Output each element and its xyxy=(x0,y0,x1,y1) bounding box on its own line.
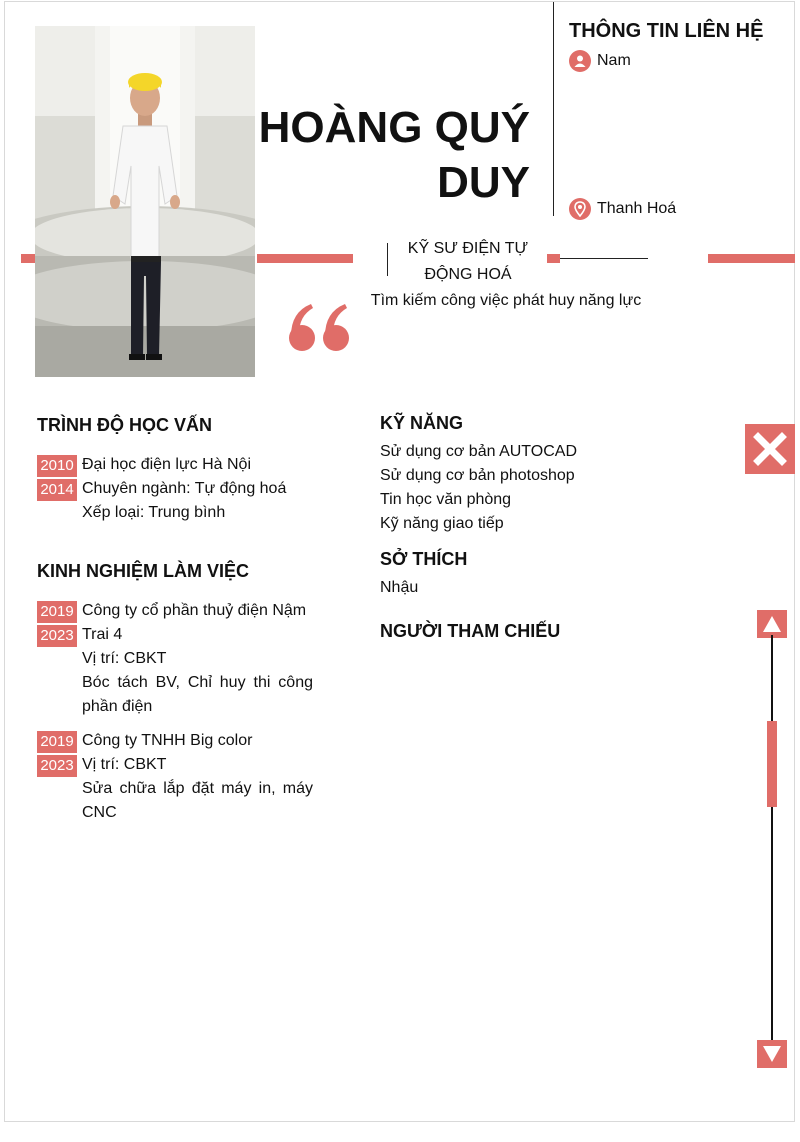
experience-company-cont: Trai 4 xyxy=(82,626,123,643)
references-title: NGƯỜI THAM CHIẾU xyxy=(380,621,561,641)
experience-year-start: 2019 xyxy=(37,601,77,623)
hobby-item: Nhậu xyxy=(380,579,419,596)
experience-description: Bóc tách BV, Chỉ huy thi công xyxy=(82,674,313,691)
contact-divider xyxy=(553,2,554,216)
experience-year-end: 2023 xyxy=(37,625,77,647)
triangle-up-icon xyxy=(762,615,782,633)
education-grade: Xếp loại: Trung bình xyxy=(82,504,226,521)
experience-year-end: 2023 xyxy=(37,755,77,777)
triangle-down-icon xyxy=(762,1045,782,1063)
gender-value: Nam xyxy=(597,52,631,69)
candidate-name: HOÀNG QUÝ DUY xyxy=(258,103,530,207)
location-value: Thanh Hoá xyxy=(597,200,677,217)
close-button[interactable] xyxy=(745,424,795,474)
scroll-up-button[interactable] xyxy=(757,610,787,638)
skill-item: Kỹ năng giao tiếp xyxy=(380,515,504,532)
user-icon xyxy=(569,50,591,72)
experience-description: Sửa chữa lắp đặt máy in, máy xyxy=(82,780,313,797)
location-pin-icon xyxy=(569,198,591,220)
skill-item: Sử dụng cơ bản photoshop xyxy=(380,467,575,484)
accent-bar xyxy=(547,254,560,263)
experience-description-cont: phần điện xyxy=(82,698,153,715)
experience-company: Công ty TNHH Big color xyxy=(82,732,253,749)
scroll-down-button[interactable] xyxy=(757,1040,787,1068)
education-major: Chuyên ngành: Tự động hoá xyxy=(82,480,287,497)
experience-description-cont: CNC xyxy=(82,804,117,821)
education-year-start: 2010 xyxy=(37,455,77,477)
skills-title: KỸ NĂNG xyxy=(380,413,464,433)
accent-bar xyxy=(21,254,35,263)
experience-title: KINH NGHIỆM LÀM VIỆC xyxy=(37,561,250,581)
career-objective: Tìm kiếm công việc phát huy năng lực xyxy=(370,292,642,309)
contact-gender xyxy=(569,50,631,72)
education-school: Đại học điện lực Hà Nội xyxy=(82,456,252,473)
skill-item: Sử dụng cơ bản AUTOCAD xyxy=(380,443,577,460)
scrollbar-track[interactable] xyxy=(771,635,773,1045)
experience-year-start: 2019 xyxy=(37,731,77,753)
contact-title: THÔNG TIN LIÊN HỆ xyxy=(569,20,764,42)
accent-bar xyxy=(708,254,795,263)
job-title: KỸ SƯ ĐIỆN TỰ ĐỘNG HOÁ xyxy=(407,240,529,283)
experience-company: Công ty cổ phần thuỷ điện Nậm xyxy=(82,602,307,619)
contact-location xyxy=(569,198,676,220)
skill-item: Tin học văn phòng xyxy=(380,491,512,508)
title-divider xyxy=(387,243,388,276)
education-title: TRÌNH ĐỘ HỌC VẤN xyxy=(37,415,212,435)
experience-position: Vị trí: CBKT xyxy=(82,650,167,667)
profile-photo xyxy=(35,26,255,377)
accent-bar xyxy=(257,254,353,263)
hobbies-title: SỞ THÍCH xyxy=(380,549,468,569)
scrollbar-thumb[interactable] xyxy=(767,721,777,807)
divider-line xyxy=(560,258,648,259)
education-year-end: 2014 xyxy=(37,479,77,501)
quote-icon xyxy=(287,298,353,359)
experience-position: Vị trí: CBKT xyxy=(82,756,167,773)
close-icon xyxy=(753,432,787,466)
